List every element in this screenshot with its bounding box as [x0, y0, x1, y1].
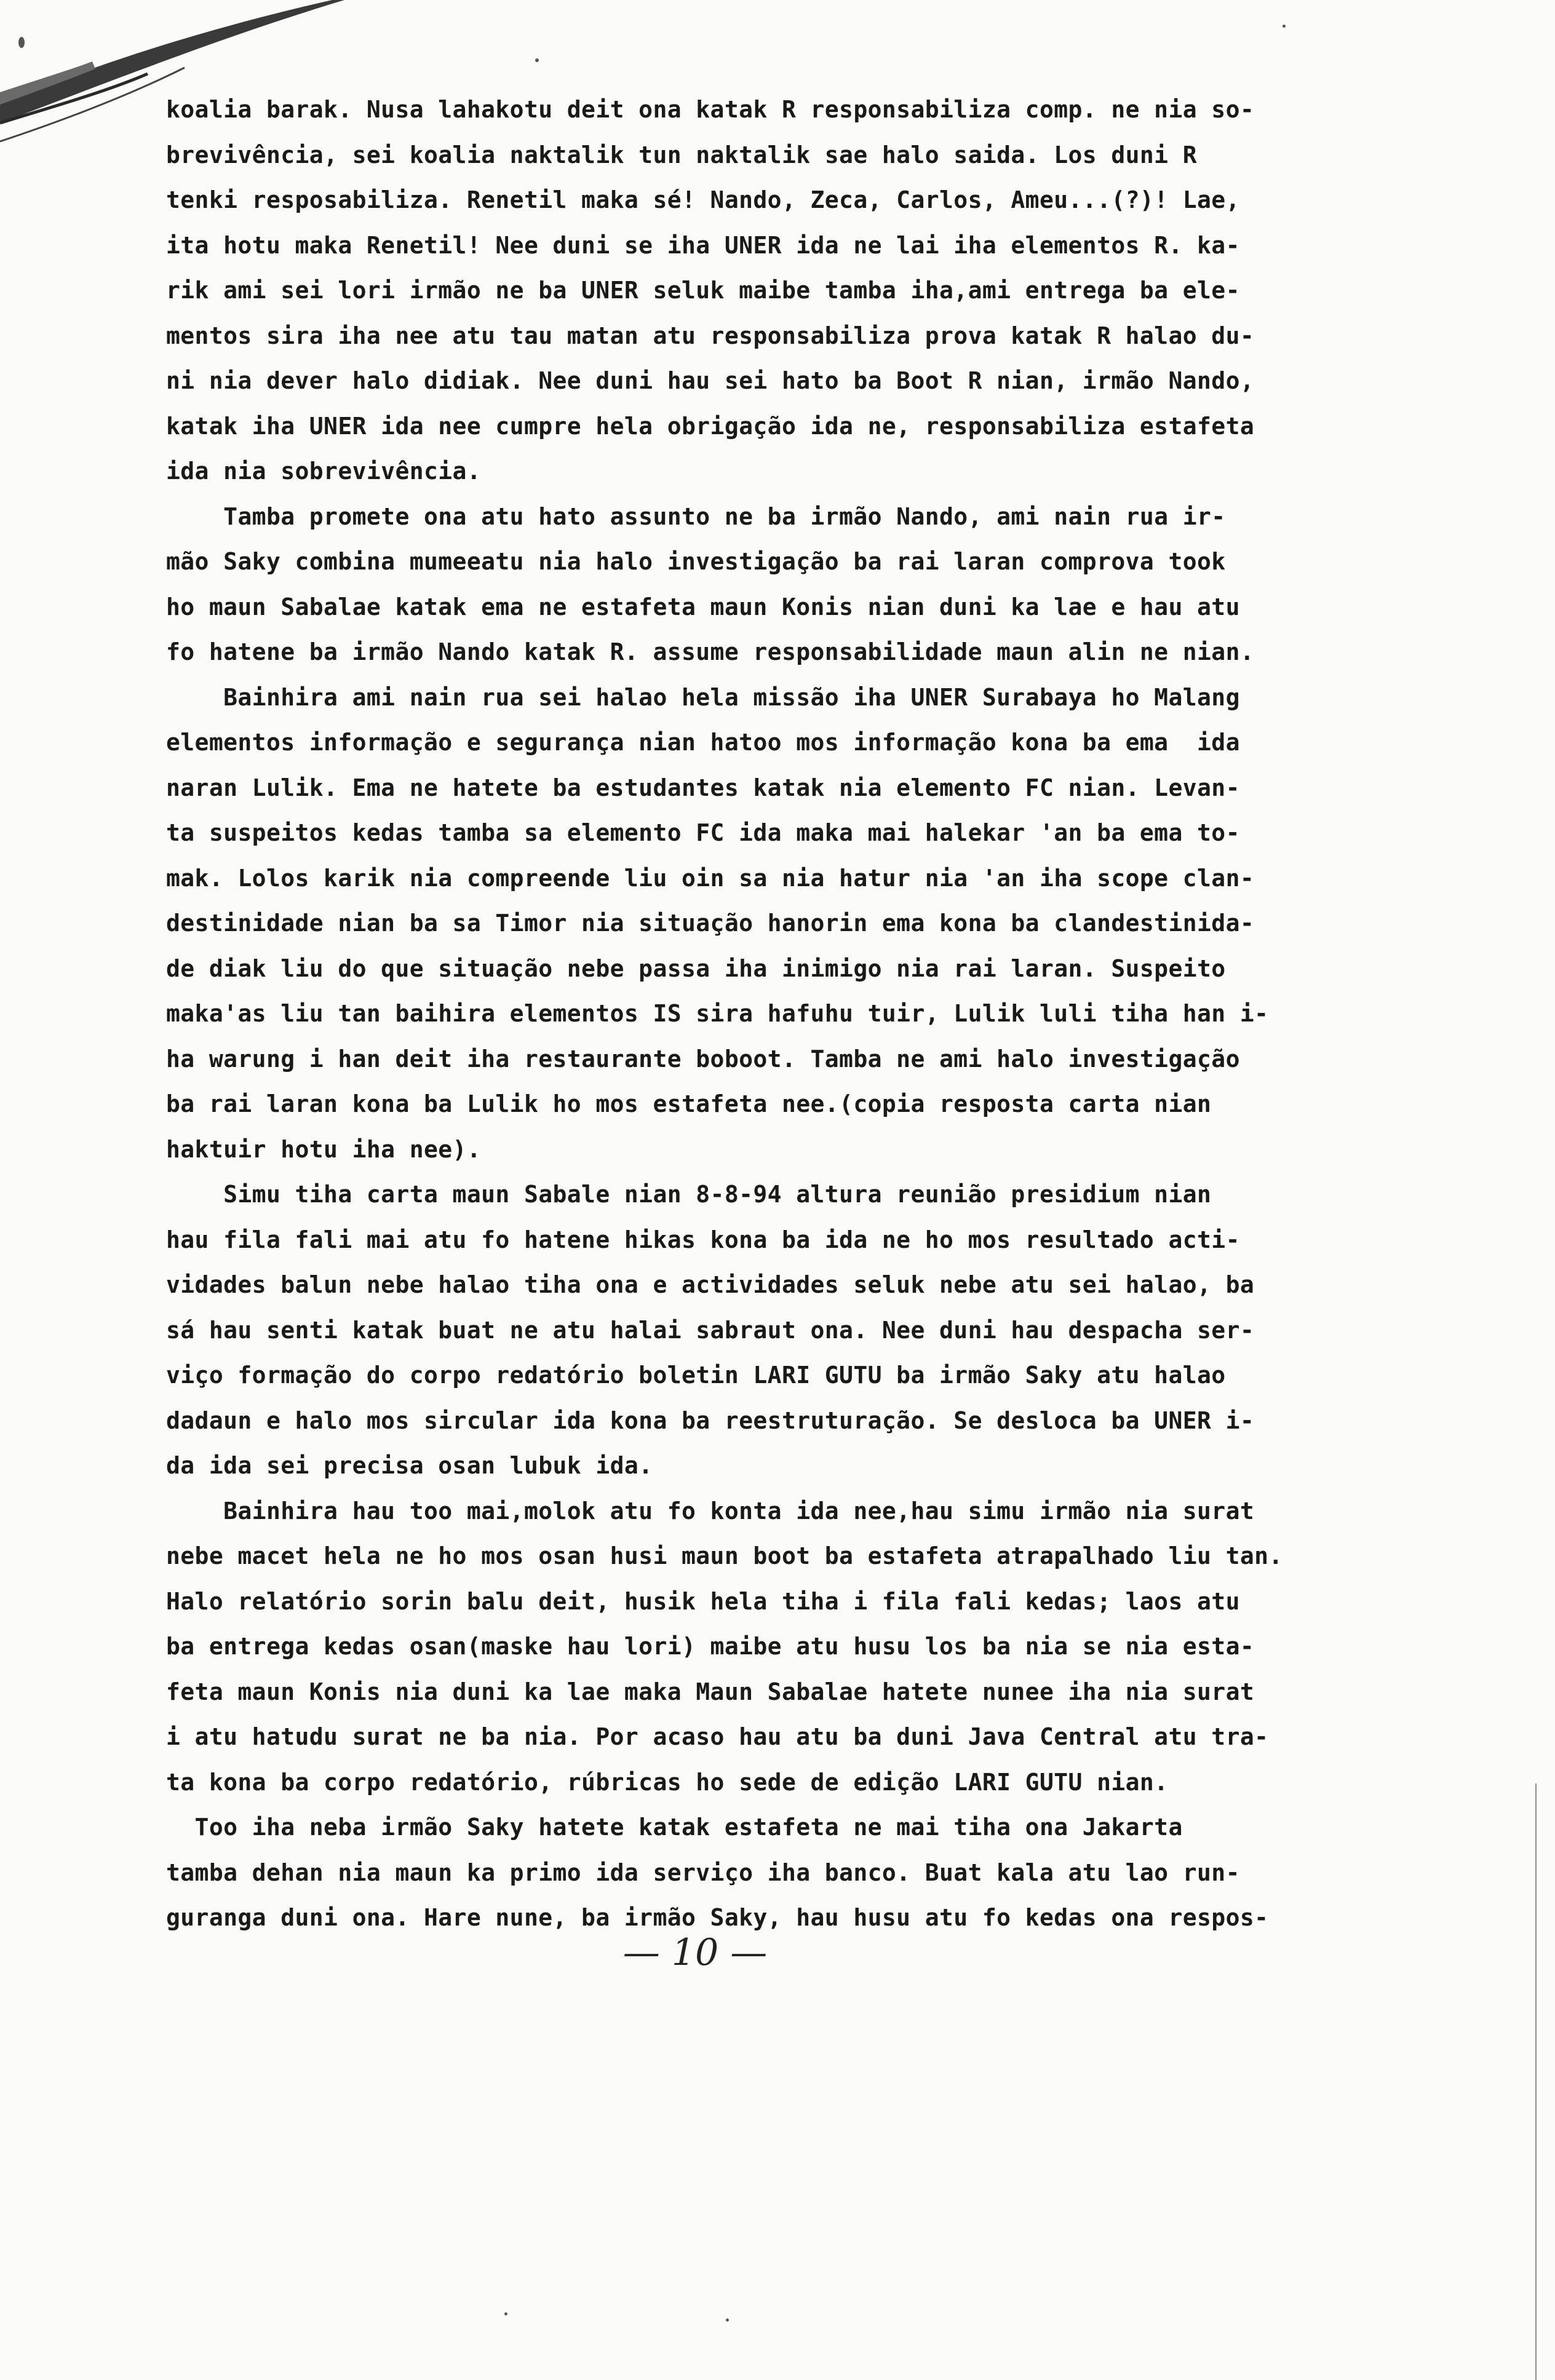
text-line: brevivência, sei koalia naktalik tun naktalik sae halo saida. Los duni R [166, 141, 1198, 169]
scan-speck [18, 37, 25, 48]
text-line: nebe macet hela ne ho mos osan husi maun boot ba estafeta atrapalhado liu tan. [166, 1542, 1283, 1569]
text-line: Bainhira ami nain rua sei halao hela missão iha UNER Surabaya ho Malang [166, 683, 1240, 711]
text-line: Tamba promete ona atu hato assunto ne ba irmão Nando, ami nain rua ir- [166, 502, 1226, 530]
text-line: ni nia dever halo didiak. Nee duni hau sei hato ba Boot R nian, irmão Nando, [166, 367, 1255, 394]
page-number: — 10 — [622, 1931, 768, 1974]
text-line: ta suspeitos kedas tamba sa elemento FC ida maka mai halekar 'an ba ema to- [166, 819, 1240, 846]
text-line: tenki resposabiliza. Renetil maka sé! Nando, Zeca, Carlos, Ameu...(?)! Lae, [166, 186, 1240, 213]
text-line: maka'as liu tan baihira elementos IS sira hafuhu tuir, Lulik luli tiha han i- [166, 1000, 1269, 1027]
text-line: feta maun Konis nia duni ka lae maka Maun Sabalae hatete nunee iha nia surat [166, 1678, 1255, 1705]
text-line: katak iha UNER ida nee cumpre hela obrigação ida ne, responsabiliza estafeta [166, 412, 1255, 440]
text-line: mak. Lolos karik nia compreende liu oin sa nia hatur nia 'an iha scope clan- [166, 864, 1255, 892]
text-line: tamba dehan nia maun ka primo ida serviço iha banco. Buat kala atu lao run- [166, 1858, 1240, 1886]
text-line: vidades balun nebe halao tiha ona e actividades seluk nebe atu sei halao, ba [166, 1271, 1255, 1298]
text-line: haktuir hotu iha nee). [166, 1135, 482, 1163]
text-line: ha warung i han deit iha restaurante boboot. Tamba ne ami halo investigação [166, 1045, 1240, 1073]
scan-speck [1283, 25, 1286, 28]
text-line: destinidade nian ba sa Timor nia situação hanorin ema kona ba clandestinida- [166, 910, 1255, 937]
text-line: mentos sira iha nee atu tau matan atu responsabiliza prova katak R halao du- [166, 322, 1255, 349]
text-line: ba entrega kedas osan(maske hau lori) maibe atu husu los ba nia se nia esta- [166, 1633, 1255, 1660]
text-line: ida nia sobrevivência. [166, 458, 482, 485]
scan-speck [535, 58, 539, 62]
text-line: fo hatene ba irmão Nando katak R. assume responsabilidade maun alin ne nian. [166, 638, 1255, 665]
text-line: elementos informação e segurança nian hatoo mos informação kona ba ema ida [166, 729, 1240, 756]
text-line: mão Saky combina mumeeatu nia halo investigação ba rai laran comprova took [166, 548, 1226, 575]
text-line: de diak liu do que situação nebe passa iha inimigo nia rai laran. Suspeito [166, 954, 1226, 982]
text-line: ho maun Sabalae katak ema ne estafeta maun Konis nian duni ka lae e hau atu [166, 593, 1240, 621]
text-line: rik ami sei lori irmão ne ba UNER seluk maibe tamba iha,ami entrega ba ele- [166, 277, 1240, 304]
text-line: dadaun e halo mos sircular ida kona ba reestruturação. Se desloca ba UNER i- [166, 1406, 1255, 1434]
text-line: naran Lulik. Ema ne hatete ba estudantes katak nia elemento FC nian. Levan- [166, 774, 1240, 801]
text-line: da ida sei precisa osan lubuk ida. [166, 1452, 653, 1479]
text-line: ta kona ba corpo redatório, rúbricas ho sede de edição LARI GUTU nian. [166, 1768, 1169, 1796]
scan-speck [504, 2312, 507, 2315]
text-line: hau fila fali mai atu fo hatene hikas kona ba ida ne ho mos resultado acti- [166, 1226, 1240, 1253]
text-line: koalia barak. Nusa lahakotu deit ona katak R responsabiliza comp. ne nia so- [166, 96, 1255, 123]
text-line: i atu hatudu surat ne ba nia. Por acaso hau atu ba duni Java Central atu tra- [166, 1723, 1269, 1750]
text-line: guranga duni ona. Hare nune, ba irmão Saky, hau husu atu fo kedas ona respos- [166, 1904, 1269, 1931]
typed-text-body [166, 87, 1470, 1941]
scan-speck [726, 2319, 729, 2322]
text-line: ita hotu maka Renetil! Nee duni se iha UNER ida ne lai iha elementos R. ka- [166, 231, 1240, 259]
text-line: Simu tiha carta maun Sabale nian 8-8-94 altura reunião presidium nian [166, 1181, 1212, 1208]
text-line: Halo relatório sorin balu deit, husik hela tiha i fila fali kedas; laos atu [166, 1587, 1240, 1615]
text-line: ba rai laran kona ba Lulik ho mos estafeta nee.(copia resposta carta nian [166, 1090, 1212, 1117]
text-line: sá hau senti katak buat ne atu halai sabraut ona. Nee duni hau despacha ser- [166, 1316, 1255, 1344]
scan-edge-line [1535, 1783, 1537, 2380]
text-line: Bainhira hau too mai,molok atu fo konta ida nee,hau simu irmão nia surat [166, 1497, 1255, 1525]
text-line: Too iha neba irmão Saky hatete katak estafeta ne mai tiha ona Jakarta [166, 1814, 1183, 1841]
text-line: viço formação do corpo redatório boletin LARI GUTU ba irmão Saky atu halao [166, 1362, 1226, 1389]
